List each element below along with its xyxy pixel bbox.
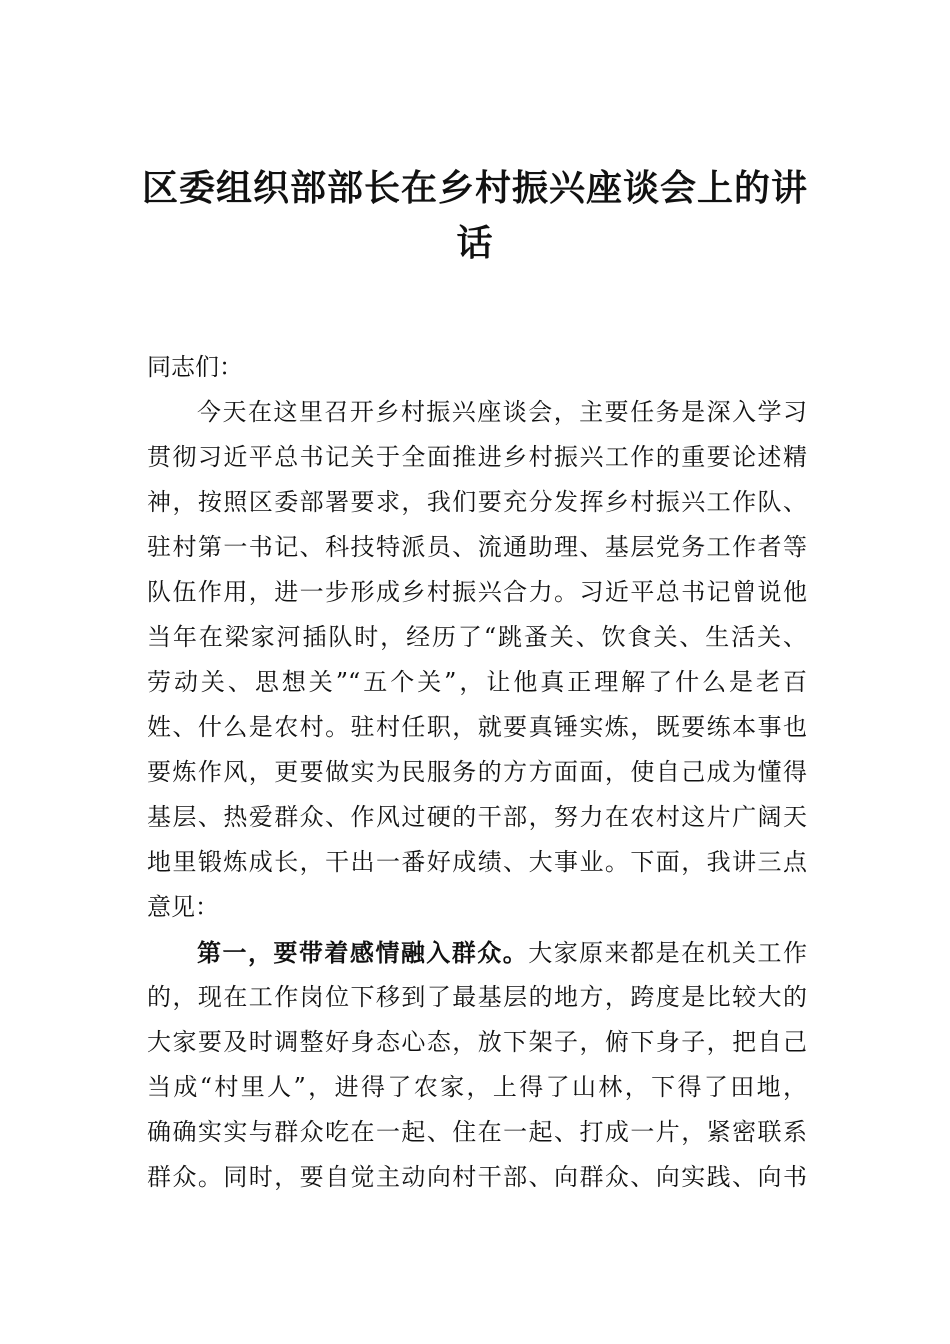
- line-text: 大家要及时调整好身态心态，放下架子，俯下身子，把自己: [147, 1028, 807, 1056]
- line-text: 的，现在工作岗位下移到了最基层的地方，跨度是比较大的: [147, 983, 807, 1011]
- line-text: 贯彻习近平总书记关于全面推进乡村振兴工作的重要论述精: [147, 443, 807, 471]
- body-line: [147, 1110, 807, 1155]
- line-text: 今天在这里召开乡村振兴座谈会，主要任务是深入学习: [197, 398, 807, 426]
- line-text: 群众。同时，要自觉主动向村干部、向群众、向实践、向书: [147, 1163, 807, 1191]
- line-text: 地里锻炼成长，干出一番好成绩、大事业。下面，我讲三点: [147, 848, 807, 876]
- body-line: [147, 795, 807, 840]
- line-text: 当成“村里人”，进得了农家，上得了山林，下得了田地，: [147, 1073, 807, 1101]
- body-line: [147, 660, 807, 705]
- body-line: [147, 525, 807, 570]
- body-line: [147, 1065, 807, 1110]
- body-line: [147, 975, 807, 1020]
- line-text: 神，按照区委部署要求，我们要充分发挥乡村振兴工作队、: [147, 488, 807, 516]
- body-line: [147, 840, 807, 885]
- body-line: [147, 480, 807, 525]
- line-text: 基层、热爱群众、作风过硬的干部，努力在农村这片广阔天: [147, 803, 807, 831]
- body-lines: [147, 390, 807, 1200]
- body-line: [147, 1020, 807, 1065]
- body-line: [147, 435, 807, 480]
- line-text: 劳动关、思想关”“五个关”，让他真正理解了什么是老百: [147, 668, 807, 696]
- body-line: [147, 750, 807, 795]
- line-text: 队伍作用，进一步形成乡村振兴合力。习近平总书记曾说他: [147, 578, 807, 606]
- bold-heading: 第一，要带着感情融入群众。: [197, 938, 529, 967]
- body-line: [147, 570, 807, 615]
- line-text: 当年在梁家河插队时，经历了“跳蚤关、饮食关、生活关、: [147, 623, 807, 651]
- line-text: 大家原来都是在机关工作: [528, 939, 808, 967]
- line-text: 姓、什么是农村。驻村任职，就要真锤实炼，既要练本事也: [147, 713, 807, 741]
- line-text: 要炼作风，更要做实为民服务的方方面面，使自己成为懂得: [147, 758, 807, 786]
- body-line: [147, 390, 807, 435]
- body-line: [147, 705, 807, 750]
- document-title-line-1: 区委组织部部长在乡村振兴座谈会上的讲: [141, 167, 808, 209]
- body-line: [147, 885, 807, 930]
- salutation: 同志们：: [147, 353, 243, 381]
- line-text: 驻村第一书记、科技特派员、流通助理、基层党务工作者等: [147, 533, 807, 561]
- document-title-line-2: 话: [456, 222, 494, 264]
- body-line: [147, 1155, 807, 1200]
- line-text: 确确实实与群众吃在一起、住在一起、打成一片，紧密联系: [147, 1118, 807, 1146]
- document-body: [147, 345, 807, 1200]
- body-line: [147, 615, 807, 660]
- line-text: 意见：: [147, 893, 219, 921]
- body-line: [147, 930, 807, 975]
